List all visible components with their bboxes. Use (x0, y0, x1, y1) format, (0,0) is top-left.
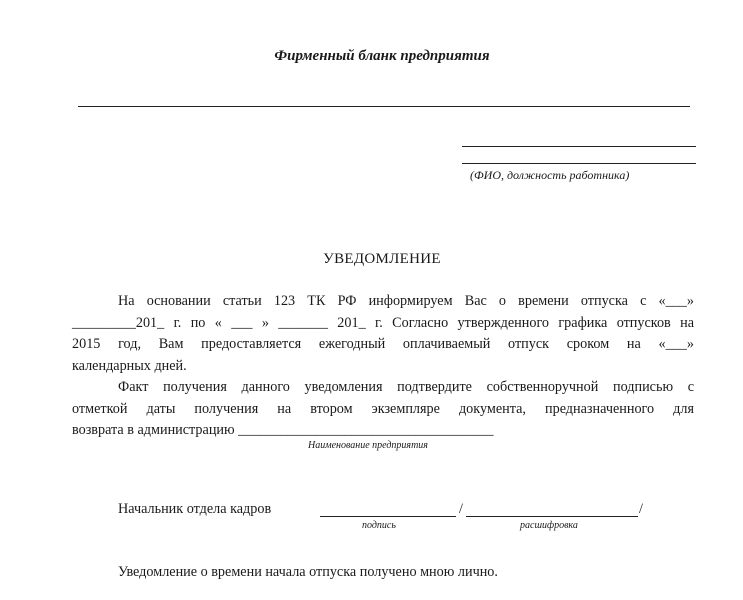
paragraph-vacation-notice (72, 291, 694, 377)
letterhead-title: Фирменный бланк предприятия (274, 48, 490, 64)
signature-role: Начальник отдела кадров (118, 501, 272, 517)
paragraph2-line2: отметкой даты получения на втором экземпляре документа, предназначенного для (72, 400, 694, 417)
document-title: УВЕДОМЛЕНИЕ (323, 251, 441, 267)
signature-separator-mid: / (459, 501, 463, 517)
paragraph1-line3: 2015 год, Вам предоставляется ежегодный оплачиваемый отпуск сроком на «___» (72, 336, 694, 352)
signature-caption: подпись (362, 520, 396, 531)
signature-separator-end: / (639, 501, 643, 517)
decoding-caption: расшифровка (520, 520, 578, 531)
organization-caption: Наименование предприятия (308, 440, 428, 451)
paragraph1-line1: На основании статьи 123 ТК РФ информируем Вас о времени отпуска с «___» (118, 293, 694, 309)
paragraph2-line1: Факт получения данного уведомления подтвердите собственноручной подписью с (118, 379, 694, 395)
recipient-line-2 (462, 163, 696, 164)
letterhead-underline (78, 106, 690, 107)
paragraph2-line3: возврата в администрацию ____________________________________ (72, 422, 494, 438)
paragraph1-line4: календарных дней. (72, 357, 187, 374)
recipient-caption: (ФИО, должность работника) (470, 168, 630, 182)
decoding-line (466, 516, 638, 517)
recipient-line-1 (462, 146, 696, 147)
signature-line (320, 516, 456, 517)
closing-statement: Уведомление о времени начала отпуска получено мною лично. (118, 564, 498, 580)
paragraph-confirmation (72, 377, 694, 442)
paragraph1-line2: _________201_ г. по « ___ » _______ 201_ г. Согласно утвержденного графика отпусков на (72, 314, 694, 331)
